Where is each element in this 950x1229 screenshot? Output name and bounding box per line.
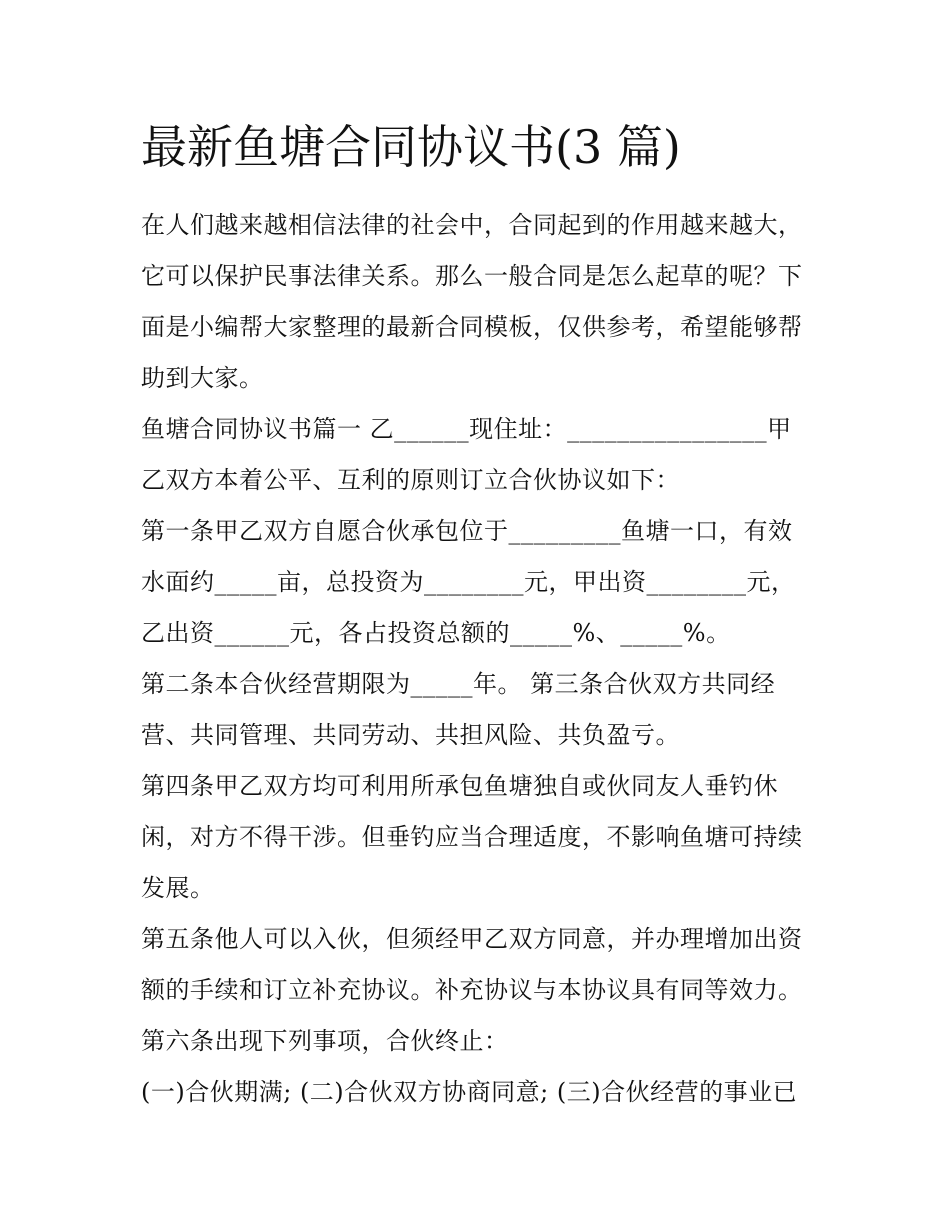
document-title: 最新鱼塘合同协议书(3 篇) (141, 120, 681, 174)
document-page (141, 112, 813, 1118)
article-4-paragraph: 第四条甲乙双方均可利用所承包鱼塘独自或伙同友人垂钓休闲，对方不得干涉。但垂钓应当合理适度，不影响鱼塘可持续发展。 (141, 772, 803, 902)
article-1-paragraph: 第一条甲乙双方自愿合伙承包位于_________鱼塘一口，有效水面约_____亩，总投资为________元，甲出资________元，乙出资______元，各占投资总额的_____%、_____%。 (141, 517, 796, 647)
article-5-paragraph: 第五条他人可以入伙，但须经甲乙双方同意，并办理增加出资额的手续和订立补充协议。补充协议与本协议具有同等效力。 (141, 925, 803, 1004)
article-2-3-paragraph: 第二条本合伙经营期限为_____年。 第三条合伙双方共同经营、共同管理、共同劳动、共担风险、共负盈亏。 (141, 670, 776, 749)
article-6-paragraph: 第六条出现下列事项，合伙终止： (141, 1027, 509, 1055)
intro-paragraph: 在人们越来越相信法律的社会中，合同起到的作用越来越大，它可以保护民事法律关系。那么一般合同是怎么起草的呢？下面是小编帮大家整理的最新合同模板，仅供参考，希望能够帮助到大家。 (141, 211, 803, 392)
contract-header-paragraph: 鱼塘合同协议书篇一 乙______现住址：________________甲乙双方本着公平、互利的原则订立合伙协议如下： (141, 415, 792, 494)
termination-items-paragraph: (一)合伙期满; (二)合伙双方协商同意; (三)合伙经营的事业已 (141, 1078, 798, 1106)
